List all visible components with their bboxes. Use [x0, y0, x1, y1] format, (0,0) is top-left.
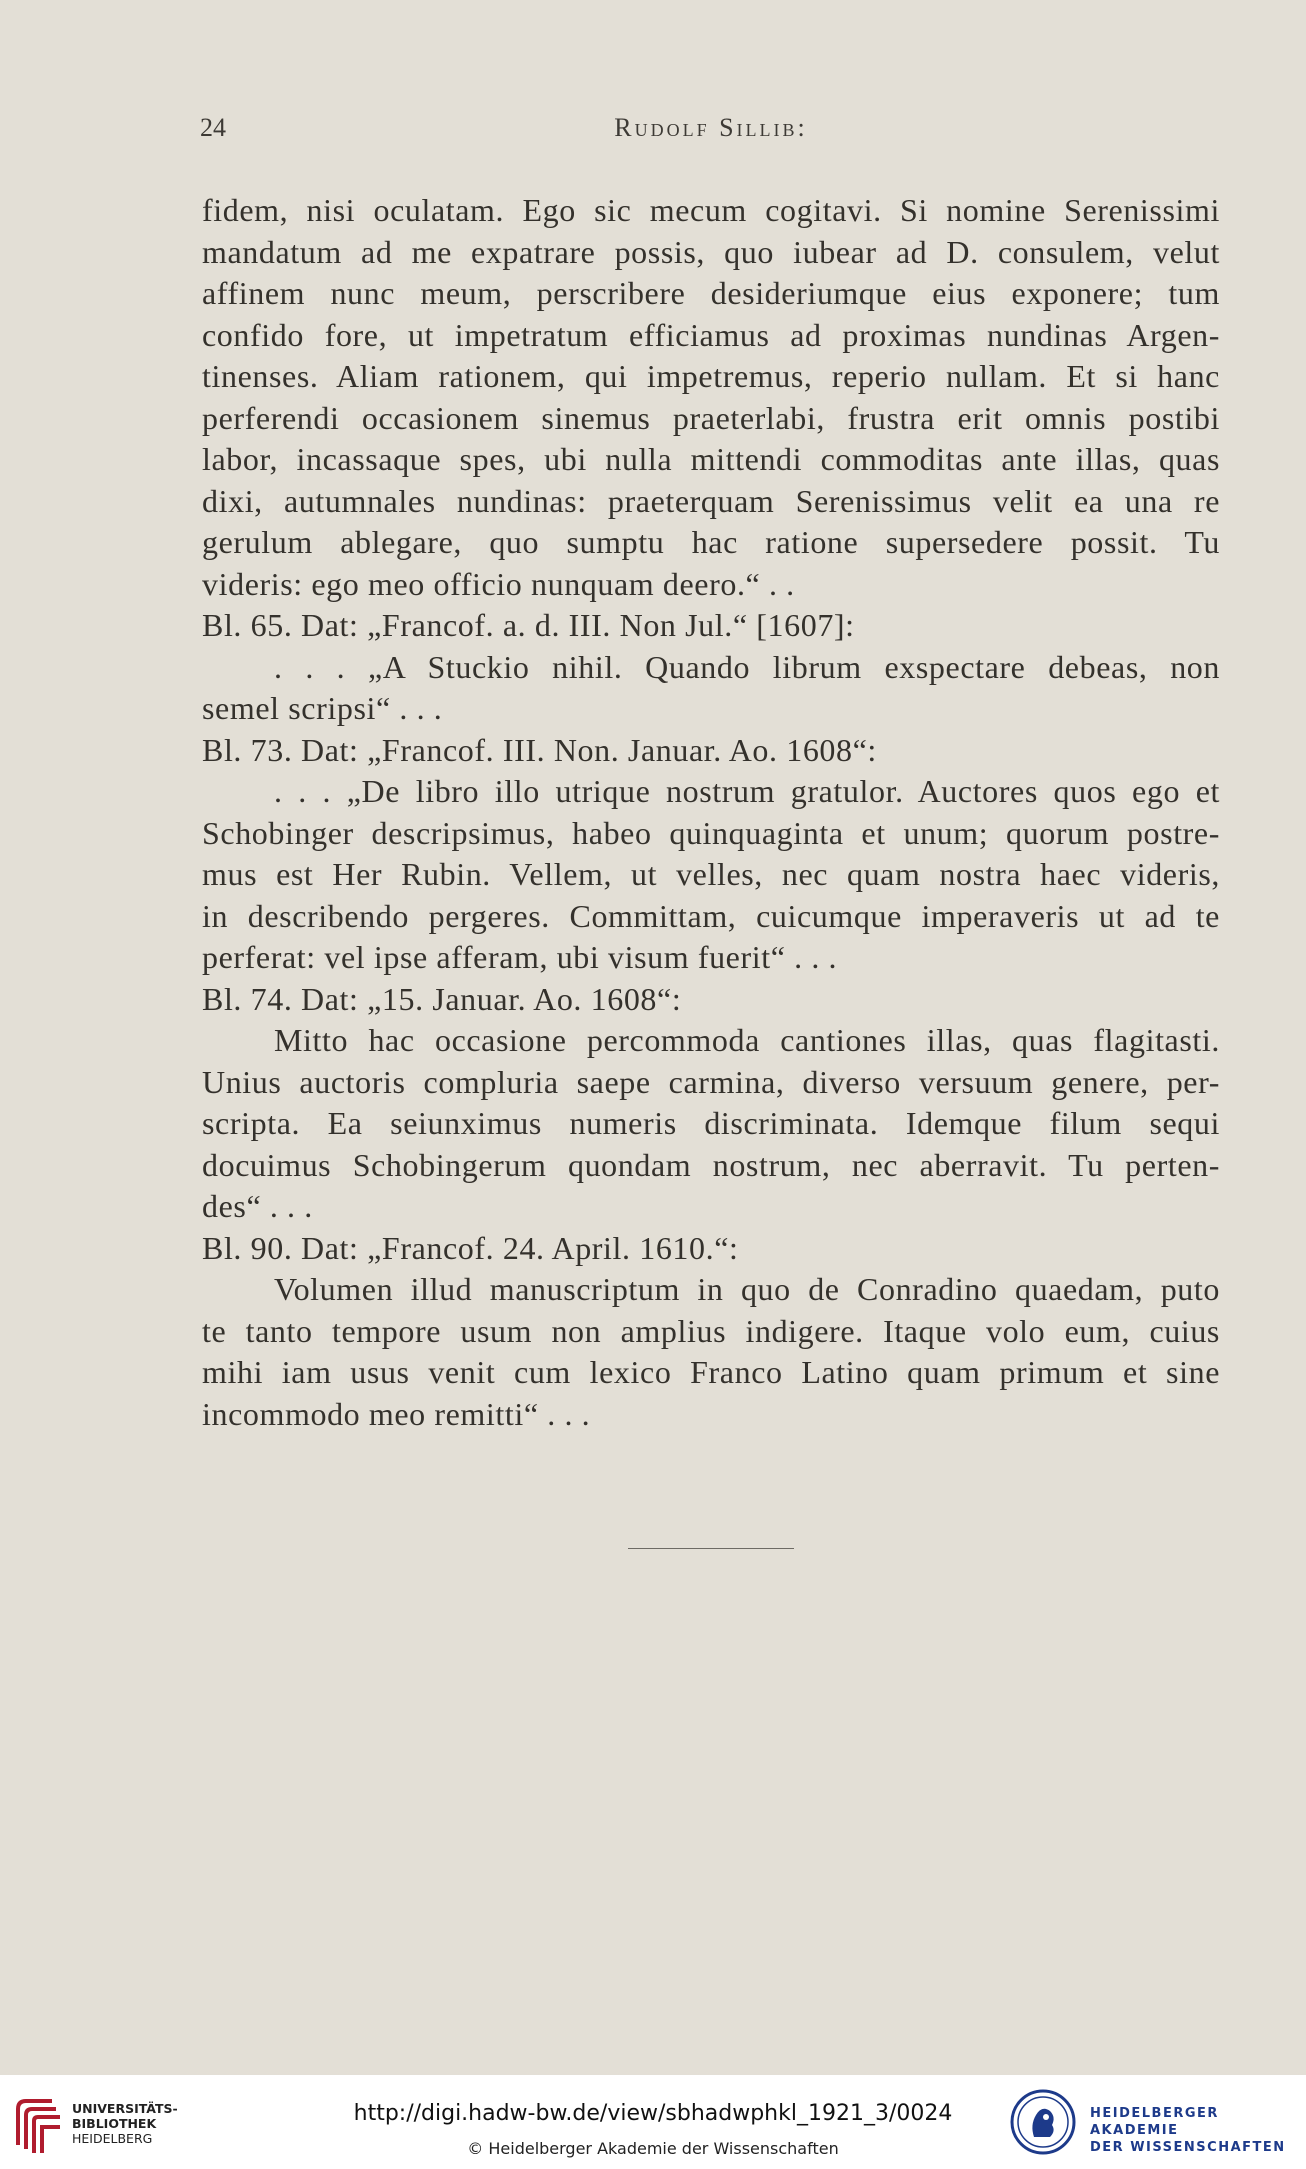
text-line: mandatum ad me expatrare possis, quo iubear ad D. consulem, velut	[202, 233, 1220, 270]
paragraph	[202, 1020, 1220, 1228]
text-line: mus est Her Rubin. Vellem, ut velles, nec quam nostra haec videris,	[202, 856, 1220, 892]
text-line: labor, incassaque spes, ubi nulla mittendi commoditas ante illas, quas	[202, 441, 1220, 477]
library-name-line: UNIVERSITÄTS-	[72, 2101, 178, 2116]
paragraph	[202, 771, 1220, 979]
text-line: Bl. 73. Dat: „Francof. III. Non. Januar. Ao. 1608“:	[202, 731, 877, 768]
text-line: Bl. 90. Dat: „Francof. 24. April. 1610.“:	[202, 1229, 739, 1266]
permalink-url[interactable]: http://digi.hadw-bw.de/view/sbhadwphkl_1921_3/0024	[353, 2101, 953, 2126]
library-name-line: HEIDELBERG	[72, 2131, 153, 2146]
text-line: mihi iam usus venit cum lexico Franco Latino quam primum et sine	[202, 1354, 1220, 1390]
library-name-line: BIBLIOTHEK	[72, 2116, 157, 2131]
text-line: des“ . . .	[202, 1188, 313, 1224]
text-line: affinem nunc meum, perscribere desideriumque eius exponere; tum	[202, 275, 1220, 311]
text-line: docuimus Schobingerum quondam nostrum, nec aberravit. Tu perten-	[202, 1146, 1220, 1183]
text-line: semel scripsi“ . . .	[202, 690, 443, 726]
text-line: dixi, autumnales nundinas: praeterquam Serenissimus velit ea una re	[202, 482, 1220, 519]
end-rule	[628, 1548, 794, 1549]
viewer-footer	[0, 2075, 1306, 2169]
academy-name-line: DER WISSENSCHAFTEN	[1090, 2140, 1286, 2155]
text-line: videris: ego meo officio nunquam deero.“ . .	[202, 565, 795, 602]
text-line: Schobinger descripsimus, habeo quinquaginta et unum; quorum postre-	[202, 814, 1220, 851]
paragraph	[202, 190, 1220, 605]
running-head	[200, 113, 1222, 153]
citation-heading	[202, 1228, 1220, 1270]
text-line: . . . „A Stuckio nihil. Quando librum exspectare debeas, non	[274, 648, 1220, 685]
text-line: Bl. 74. Dat: „15. Januar. Ao. 1608“:	[202, 980, 682, 1017]
copyright-notice: © Heidelberger Akademie der Wissenschaften	[467, 2139, 839, 2158]
text-line: Mitto hac occasione percommoda cantiones illas, quas flagitasti.	[274, 1022, 1220, 1058]
citation-heading	[202, 730, 1220, 772]
text-line: fidem, nisi oculatam. Ego sic mecum cogitavi. Si nomine Serenissimi	[202, 192, 1220, 228]
text-line: tinenses. Aliam rationem, qui impetremus, reperio nullam. Et si hanc	[202, 358, 1220, 394]
text-line: perferat: vel ipse afferam, ubi visum fuerit“ . . .	[202, 939, 838, 975]
academy-name-line: HEIDELBERGER AKADEMIE	[1090, 2106, 1219, 2138]
academy-name	[1090, 2105, 1306, 2156]
citation-heading	[202, 605, 1220, 647]
running-title: Rudolf Sillib:	[614, 113, 808, 142]
text-line: perferendi occasionem sinemus praeterlabi, frustra erit omnis postibi	[202, 399, 1220, 436]
body-text	[202, 190, 1220, 1435]
text-line: Unius auctoris compluria saepe carmina, diverso versuum genere, per-	[202, 1063, 1220, 1100]
paragraph	[202, 1269, 1220, 1435]
text-line: Bl. 65. Dat: „Francof. a. d. III. Non Jul.“ [1607]:	[202, 607, 855, 643]
paragraph	[202, 647, 1220, 730]
text-line: gerulum ablegare, quo sumptu hac ratione supersedere possit. Tu	[202, 524, 1220, 560]
text-line: . . . „De libro illo utrique nostrum gratulor. Auctores quos ego et	[274, 773, 1220, 809]
text-line: incommodo meo remitti“ . . .	[202, 1395, 591, 1432]
hadw-seal-icon	[1010, 2089, 1076, 2155]
text-line: te tanto tempore usum non amplius indigere. Itaque volo eum, cuius	[202, 1312, 1220, 1349]
citation-heading	[202, 979, 1220, 1021]
text-line: confido fore, ut impetratum efficiamus ad proximas nundinas Argen-	[202, 316, 1220, 353]
text-line: in describendo pergeres. Committam, cuicumque imperaveris ut ad te	[202, 897, 1220, 934]
text-line: Volumen illud manuscriptum in quo de Conradino quaedam, puto	[274, 1271, 1220, 1307]
text-line: scripta. Ea seiunximus numeris discriminata. Idemque filum sequi	[202, 1105, 1220, 1141]
page-number: 24	[200, 113, 226, 142]
